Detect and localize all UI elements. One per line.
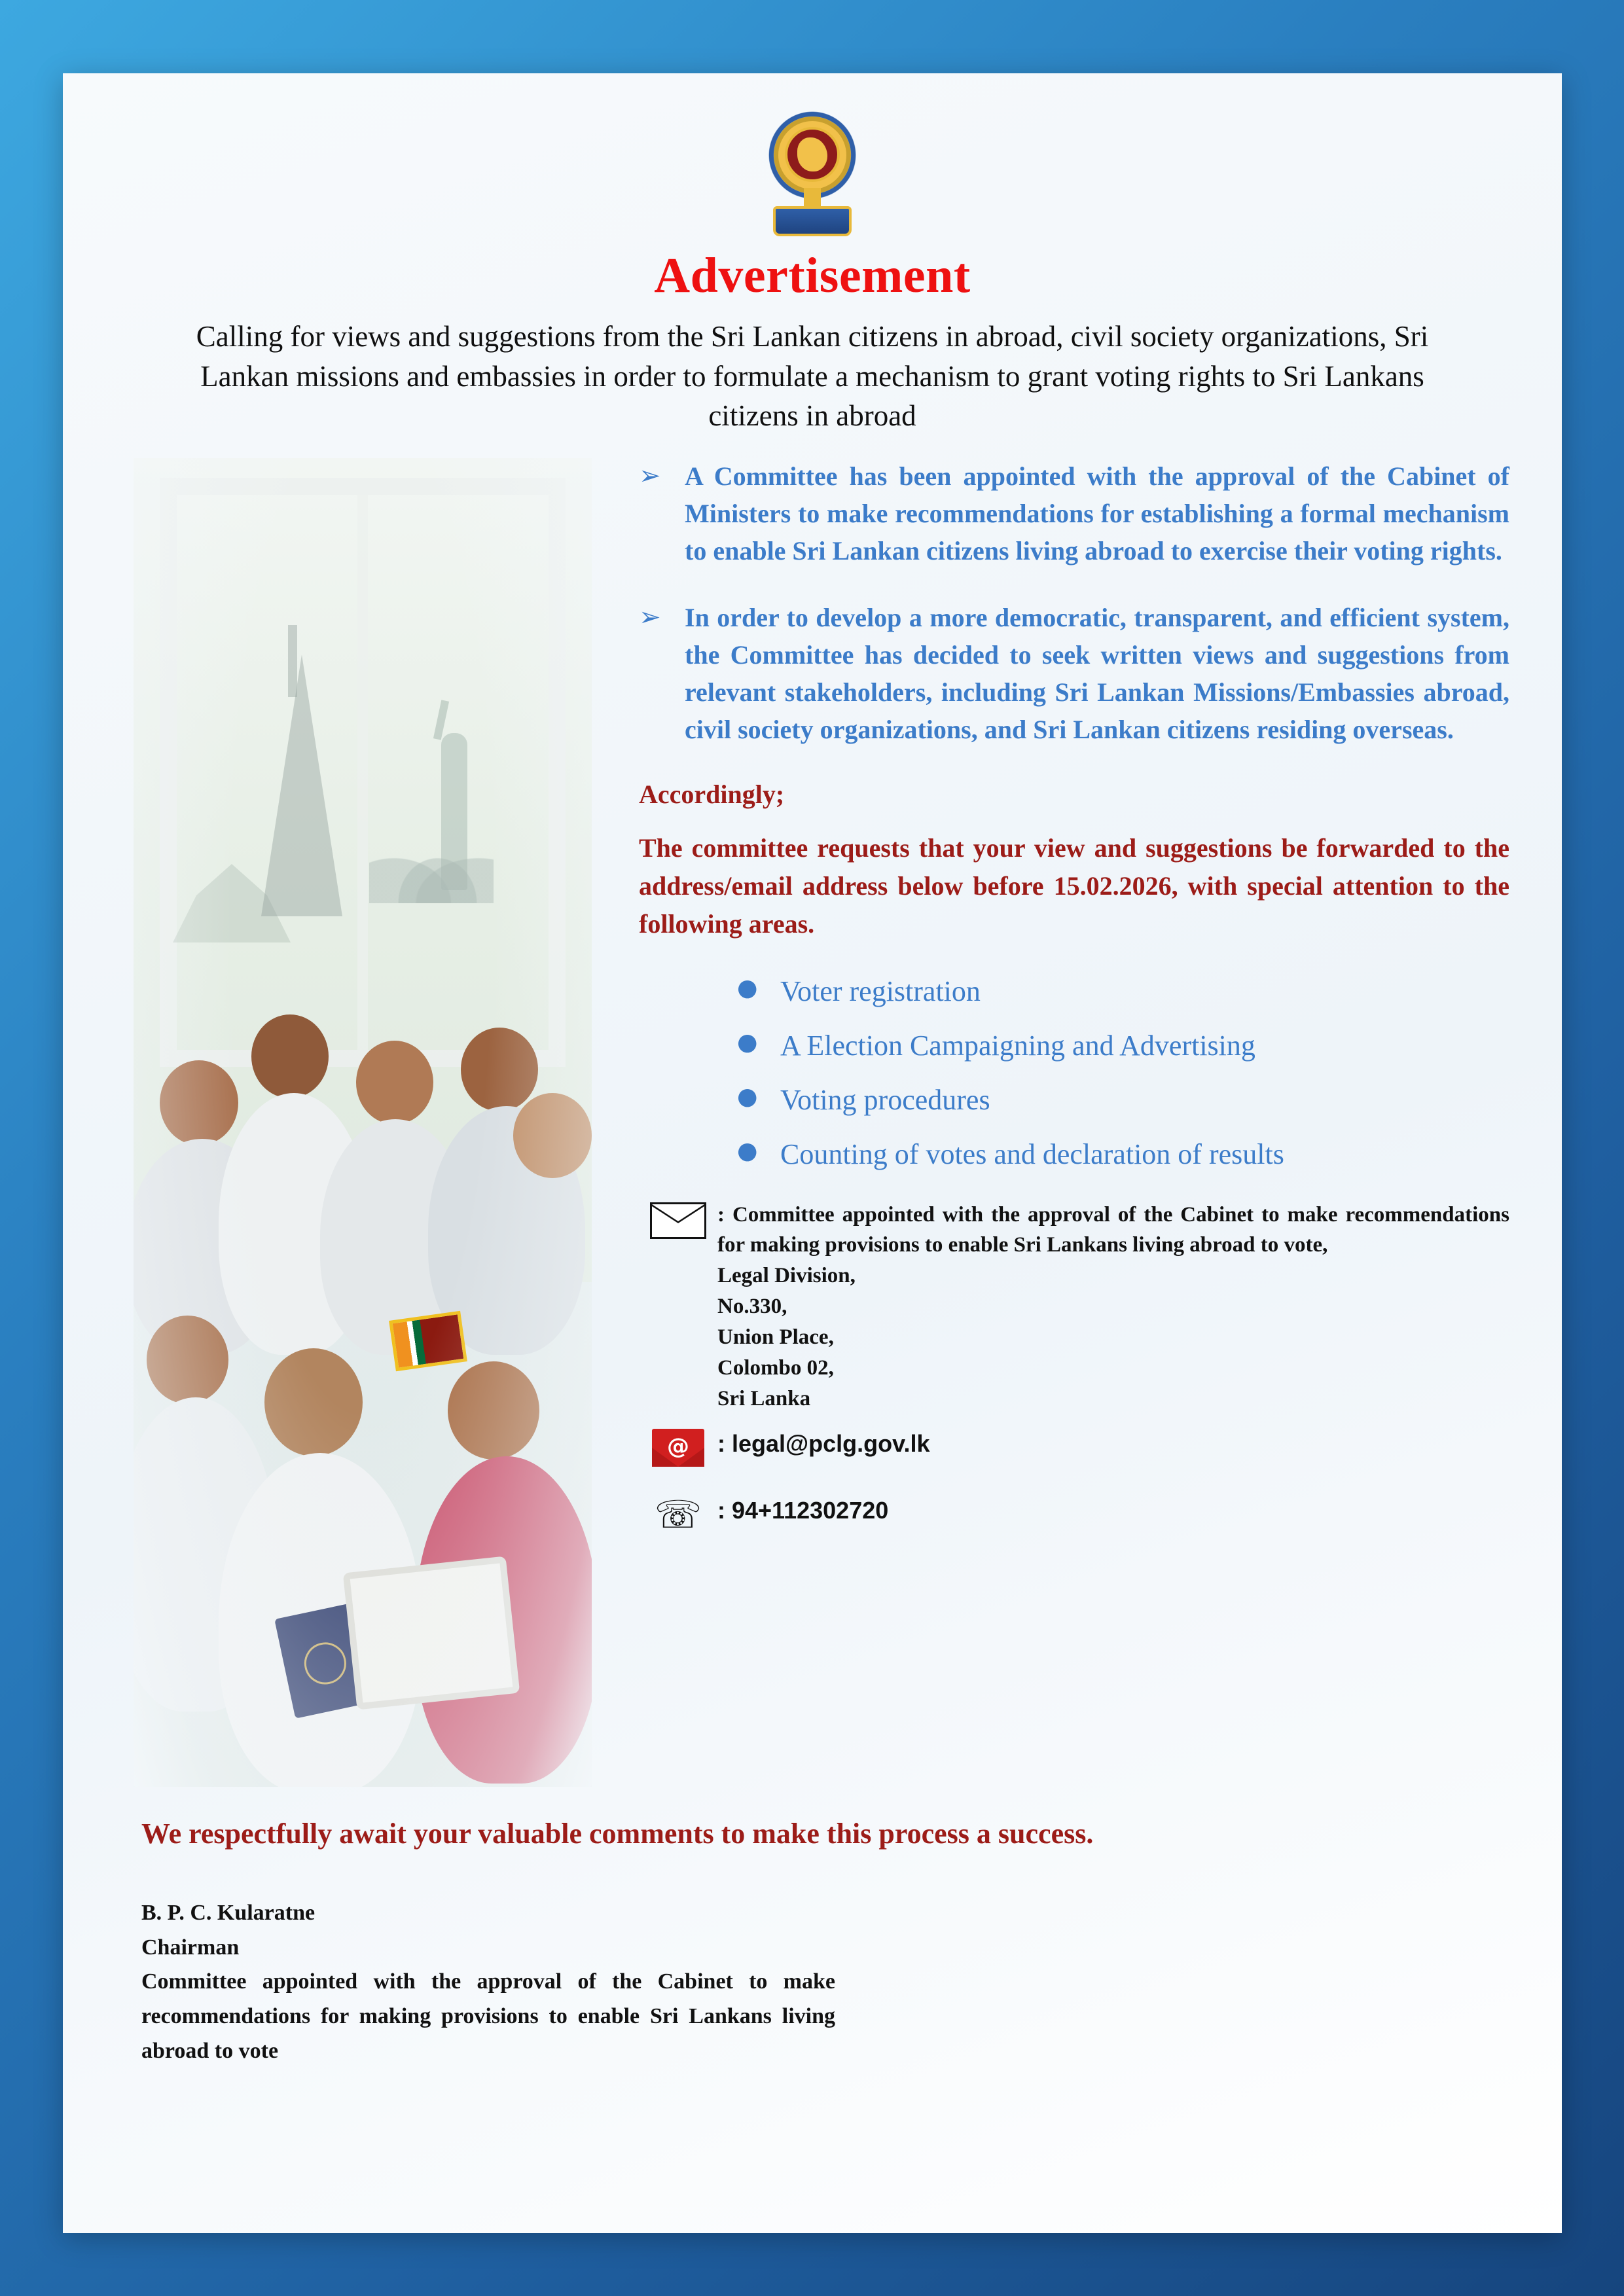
arrow-bullet-icon: ➢	[639, 461, 661, 492]
area-label: A Election Campaigning and Advertising	[780, 1029, 1255, 1062]
text-column	[593, 458, 1509, 1537]
photo-column	[115, 458, 593, 1787]
dot-bullet-icon: ●	[737, 1083, 758, 1110]
list-item	[639, 458, 1509, 569]
signatory-committee: Committee appointed with the approval of the Cabinet to make recommendations for making provisions to enable Sri Lankans living abroad to vote	[141, 1969, 835, 2063]
list-item	[639, 600, 1509, 748]
accordingly-heading: Accordingly;	[639, 779, 785, 809]
dot-bullet-icon: ●	[737, 1028, 758, 1056]
page-subtitle: Calling for views and suggestions from the Sri Lankan citizens in abroad, civil society organizations, Sri Lankan missions and embassies in order to formulate a mechanism to grant voting rights to Sri Lankans citizens in abroad	[196, 319, 1429, 433]
page-title: Advertisement	[654, 248, 971, 303]
signatory-role: Chairman	[141, 1935, 240, 1960]
closing-statement: We respectfully await your valuable comments to make this process a success.	[141, 1818, 1094, 1850]
stakeholder-point-text: In order to develop a more democratic, transparent, and efficient system, the Committee has decided to seek written views and suggestions from relevant stakeholders, including Sri Lankan Missions/Embassies abroad, civil society organizations, and Sri Lankan citizens residing overseas.	[685, 603, 1509, 744]
phone-number[interactable]: : 94+112302720	[717, 1496, 889, 1524]
list-item	[737, 1082, 1509, 1118]
arrow-bullet-icon: ➢	[639, 602, 661, 633]
signature-block	[141, 1896, 861, 2068]
signatory-name: B. P. C. Kularatne	[141, 1901, 316, 1926]
email-row	[639, 1426, 1509, 1467]
list-item	[737, 973, 1509, 1009]
dot-bullet-icon: ●	[737, 1137, 758, 1164]
content-row	[115, 458, 1509, 1787]
emblem-container	[115, 73, 1509, 250]
phone-icon: ☏	[654, 1492, 702, 1537]
focus-areas-list	[737, 973, 1509, 1172]
request-paragraph: The committee requests that your view and suggestions be forwarded to the address/email address below before 15.02.2026, with special attention to the following areas.	[639, 833, 1509, 939]
address-line: Legal Division,	[717, 1264, 856, 1288]
committee-point-text: A Committee has been appointed with the approval of the Cabinet of Ministers to make recommendations for establishing a formal mechanism to enable Sri Lankan citizens living abroad to exercise their voting rights.	[685, 461, 1509, 565]
area-label: Counting of votes and declaration of results	[780, 1138, 1284, 1170]
email-at-icon	[652, 1429, 704, 1467]
list-item	[737, 1136, 1509, 1172]
area-label: Voting procedures	[780, 1083, 990, 1116]
postal-lead-text: : Committee appointed with the approval of the Cabinet to make recommendations for making provisions to enable Sri Lankans living abroad to vote,	[717, 1202, 1509, 1257]
contact-block	[639, 1200, 1509, 1537]
dot-bullet-icon: ●	[737, 974, 758, 1001]
document-page	[63, 73, 1562, 2233]
postal-address-row	[639, 1200, 1509, 1414]
phone-row	[639, 1492, 1509, 1537]
sri-lanka-national-emblem-icon	[763, 99, 861, 240]
area-label: Voter registration	[780, 975, 981, 1007]
address-line: Sri Lanka	[717, 1386, 811, 1410]
address-line: Colombo 02,	[717, 1355, 834, 1380]
envelope-icon	[650, 1202, 706, 1239]
email-address[interactable]: : legal@pclg.gov.lk	[717, 1429, 930, 1457]
collage-image	[134, 458, 592, 1787]
address-line: Union Place,	[717, 1325, 834, 1350]
address-line: No.330,	[717, 1295, 787, 1319]
list-item	[737, 1028, 1509, 1064]
